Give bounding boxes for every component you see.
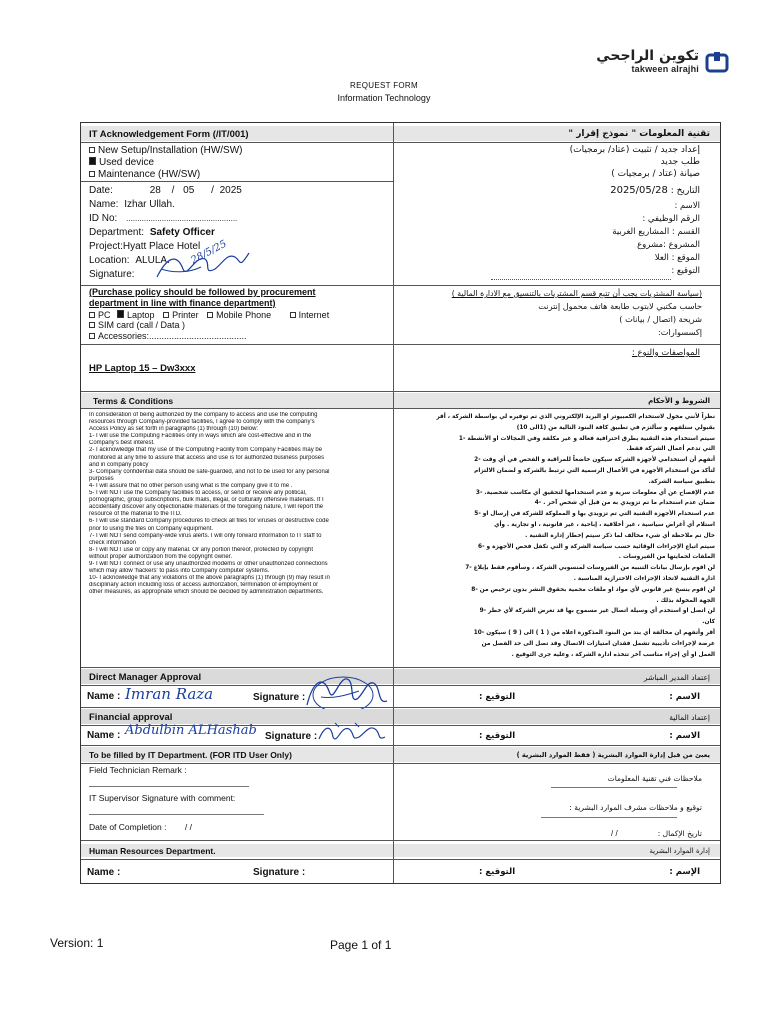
checkbox-checked-icon[interactable] [117,310,124,318]
terms-line-en: and in company policy [89,461,149,468]
date-month: 05 [183,185,195,196]
terms-line-ar: الملفات لحمايتها من الفيروسات . [618,554,715,561]
purchase-accessories [89,332,247,341]
specs-label-ar: المواصفات والنوع : [631,348,700,358]
id-label: ID No: [89,213,118,224]
checkbox-icon[interactable] [89,147,95,153]
checkbox-icon[interactable] [89,333,95,339]
checkbox-icon[interactable] [290,312,296,318]
option-used-device[interactable] [89,157,154,168]
terms-line-ar: عدم الإفصاح عن أي معلومات سرية و عدم استخدامها لتحقيق أي مكاسب شخصية. -3 [475,489,715,496]
terms-title-ar: الشروط و الأحكام [648,397,710,405]
terms-line-ar: حال تم ملاحظة أي شيء مخالف لما ذكر سيتم إخطار إدارة التقنية . [525,532,715,539]
terms-arabic-body [399,412,715,660]
location-ar: الموقع : العلا [654,253,700,263]
hr-name-label: Name : [87,867,121,878]
field-technician-remark-label: Field Technician Remark : [89,765,187,775]
terms-line-en: resources through Company-provided facilities, I agree to comply with the company's [89,419,315,426]
terms-line-ar: لن اتصل او استخدم أي وسيلة اتصال غير مسموح بها قد تعرض الشركة لأي خطر -9 [479,608,715,615]
it-supervisor-signature-label: IT Supervisor Signature with comment: [89,793,236,803]
terms-line-ar: كان. [702,619,715,626]
finance-signature-label-ar: التوقيع : [479,731,516,741]
signature-row [89,269,135,280]
terms-line-ar: عرضة لإجراءات تأديبية تشمل فقدان امتيازات الاتصال وقد تصل الى حد الفصل من [481,640,715,647]
id-row [89,213,237,224]
terms-line-en: 5- I will NOT use the Company facilities to access, or send or receive any political, [89,490,307,497]
row-line [81,667,720,668]
option-label: Used device [99,157,155,168]
terms-english-body [89,412,389,596]
hr-signature-label-ar: التوقيع : [479,867,516,877]
terms-line-ar: ادارة التقنية لاتخاذ الإجراءات الاحترازية المناسبة . [573,575,715,582]
name-label-ar: الاسم : [674,201,700,211]
terms-line-ar: بتطبيق سياسة الشركة. [648,478,715,485]
checkbox-icon[interactable] [89,312,95,318]
terms-line-en: prior to using the files on Company equipment. [89,525,214,532]
company-logo [595,50,737,76]
id-label-ar: الرقم الوظيفي : [642,214,700,224]
finance-name-label: Name : [87,730,121,741]
terms-line-en: 9- I will NOT connect or use any unauthorized modems or other unauthorized connections [89,560,328,567]
form-subtitle: Information Technology [337,93,431,103]
checkbox-icon[interactable] [207,312,213,318]
item-laptop: Laptop [127,310,155,320]
name-row [89,199,175,210]
supervisor-line [89,814,264,815]
terms-line-en: pornographic, group subscriptions, bulk mails, illegal, or culturally offensive materials. If I [89,497,324,504]
terms-line-ar: عدم استخدام الأجهزة التقنية التي تم تزويدي بها و المملوكة للشركة في إرسال او -5 [474,511,715,518]
terms-line-ar: سيتم استخدام هذه التقنية بطرق احترافية فعالة و غير مكلفة وفي المجالات او الأنشطة -1 [458,435,715,442]
date-row-ar [610,185,700,197]
terms-line-ar: بقبولي ستلفهم و سألتزم في تطبيق كافة البنود التالية من (1الى 10) [516,424,715,431]
logo-mark-icon [705,52,729,74]
row-line [81,408,720,409]
manager-signature-label-ar: التوقيع : [479,692,516,702]
footer-version: Version: 1 [50,936,104,950]
row-line [81,707,720,708]
date-of-completion-value-ar: / / [611,829,618,838]
finance-name-label-ar: الاسم : [669,731,700,741]
form-title: REQUEST FORM [350,81,418,90]
hr-title-ar: إدارة الموارد البشرية [649,847,710,855]
terms-line-en: purposes [89,475,114,482]
column-divider [393,123,394,883]
footer-page-number: Page 1 of 1 [330,938,392,952]
terms-line-en: 7- I will NOT send company-wide virus alerts. I will only forward information to IT staff to [89,532,322,539]
row-line [81,142,720,143]
date-row: Date: 28 / 05 / 2025 [89,185,242,196]
item-pc: PC [98,310,111,320]
manager-signature-label: Signature : [253,692,306,703]
terms-line-ar: لتأكد من استخدام الأجهزة في الأعمال الرسمية التي ترتبط بالشركة و لضمان الالتزام [474,467,715,474]
purchase-items-ar: حاسب مكتبي لابتوب طابعة هاتف محمول إنترنت [538,301,702,311]
department-ar: القسم : المشاريع الغربية [612,227,700,237]
manager-title-ar: إعتماد المدير المباشر [643,673,710,682]
itd-title-en: To be filled by IT Department. (FOR ITD User Only) [89,750,292,760]
terms-line-en: In consideration of being authorized by the company to access and use the computing [89,412,318,418]
terms-line-en: 4- I will assure that no other person using what is the company give it to me . [89,482,293,489]
row-line [81,840,720,841]
terms-line-en: check information [89,539,137,546]
date-of-completion [89,823,192,832]
specs-value: HP Laptop 15 – Dw3xxx [89,363,196,374]
location-label: Location: [89,255,130,266]
hr-signature-label: Signature : [253,867,306,878]
ack-title-en: IT Acknowledgement Form (/IT/001) [89,129,249,140]
row-line [81,285,720,286]
remark-line-ar [551,787,677,788]
item-sim: SIM card (call / Data ) [98,320,186,330]
terms-line-ar: الجهة المخولة بذلك . [656,597,715,604]
id-value: .................................................. [126,214,238,223]
terms-line-en: disciplinary action including loss of access authorization, termination of employment or [89,582,319,589]
terms-line-en: other measures, as appropriate which should be decided by administration departments. [89,589,324,596]
option-label: Maintenance (HW/SW) [98,169,201,180]
name-label: Name: [89,199,119,210]
terms-line-ar: أتفهم أن استخدامي لأجهزة الشركة سيكون خاضعاً للمراقبة و الفحص في أي وقت -2 [474,457,715,464]
finance-title-ar: إعتماد المالية [669,713,710,722]
date-of-completion-value: / / [184,822,192,832]
department-value: Safety Officer [149,227,215,238]
terms-line-en: accidentally discover any objectionable materials of the foregoing nature, I will report the [89,504,324,511]
manager-name-label-ar: الاسم : [669,692,700,702]
row-line [81,859,720,860]
date-of-completion-label: Date of Completion : [89,822,167,832]
manager-name-label: Name : [87,691,121,702]
terms-line-en: 2- I acknowledge that my use of the Computing Facility from Company Facilities may be [89,447,323,454]
finance-signature-label: Signature : [265,731,318,742]
supervisor-signature-label-ar: توقيع و ملاحظات مشرف الموارد البشرية : [569,803,702,812]
date-of-completion-ar [658,829,702,838]
purchase-policy-ar: (سياسة المشتريات يجب أن تتبع قسم المشتريات بالتنسيق مع الادارة المالية ) [451,289,702,298]
option-maintenance-ar: صيانة (عتاد / برمجيات ) [611,169,700,179]
date-label-ar: التاريخ : [670,186,700,196]
row-line [81,763,720,764]
item-accessories: Accessories:....................................... [98,331,247,341]
purchase-policy-line-2: department in line with finance department) [89,298,276,308]
terms-line-en: 1- I will use the Computing Facilities only in ways which are cost-effective and in the [89,433,312,440]
terms-line-ar: التي تدعم أعمال الشركة فقط. [626,446,715,453]
terms-line-ar: لن اقوم بإرسال بيانات التنبيه من الفيروسات لمنسوبي الشركة ، وسأقوم فقط بإبلاغ -7 [465,565,715,572]
terms-line-en: Access Policy as set forth in paragraphs (1) through (10) below: [89,426,259,433]
finance-signature-scribble [315,719,389,747]
terms-line-en: 10- I acknowledge that any violations of the above paragraphs (1) through (9) may result in [89,575,330,582]
hr-title-en: Human Resources Department. [89,846,216,856]
signature-label-ar: التوقيع : [671,266,700,276]
project-label: Project: [89,241,123,252]
hr-name-label-ar: الإسم : [669,867,700,877]
name-value: Izhar Ullah. [124,199,175,210]
checkbox-icon[interactable] [163,312,169,318]
location-value: ALULA. [135,255,170,266]
terms-line-en: 6- I will use standard Company procedures to check all files for viruses or destructive code [89,518,329,525]
option-new-setup[interactable] [89,145,243,156]
purchase-accessories-ar: إكسسوارات: [658,327,702,337]
terms-line-ar: نظراً لأنني مخول لاستخدام الكمبيوتر او البريد الإلكتروني الذي تم توفيره لي بواسطة الشركة ، أقر [436,414,715,420]
department-row [89,227,215,238]
row-line [81,181,393,182]
item-mobile-phone: Mobile Phone [216,310,272,320]
terms-line-en: 8- I will NOT use or copy any material. Or any portion thereof, protected by copyright [89,546,313,553]
finance-name-handwritten: Abdulbin ALHashab [125,723,257,738]
manager-title-en: Direct Manager Approval [89,672,202,683]
date-year: 2025 [219,185,242,196]
purchase-items [89,310,329,320]
item-printer: Printer [172,310,199,320]
date-of-completion-label-ar: تاريخ الإكمال : [657,829,702,838]
project-value: Hyatt Place Hotel [122,241,201,252]
purchase-policy-line-1: (Purchase policy should be followed by procurement [89,287,316,297]
terms-line-en: resource of the material to the ITD. [89,511,182,518]
row-line [81,344,720,345]
option-label: New Setup/Installation (HW/SW) [98,145,243,156]
terms-line-ar: استلام أي أغراض سياسية ، غير أخلاقية ، إباحية ، غير قانونية ، او تجارية . وأي [494,521,715,528]
checkbox-icon[interactable] [89,322,95,328]
terms-line-ar: سيتم اتباع الإجراءات الوقائية حسب سياسة الشركة و التي تكفل فحص الأجهزة و -6 [478,543,715,550]
terms-line-ar: ضمان عدم استخدام ما تم تزويدي به من قبل أي شخص آخر . -4 [534,500,715,507]
option-maintenance[interactable] [89,169,200,180]
option-new-request-ar: طلب جديد [660,157,700,167]
finance-title-en: Financial approval [89,712,173,723]
remark-line [89,786,249,787]
ack-title-ar: تقنية المعلومات " نموذج إقرار " [568,129,710,139]
terms-line-ar: أقر وأتفهم ان مخالفة أي بند من البنود المذكورة اعلاه من ( 1 ) الى ( 9 ) سيكون -10 [473,629,715,636]
checkbox-icon[interactable] [89,171,95,177]
field-technician-remark-label-ar: ملاحظات فني تقنية المعلومات [607,774,702,783]
date-value-ar: 2025/05/28 [610,185,668,196]
item-internet: Internet [298,310,330,320]
terms-line-en: without proper authorization from the copyright owner. [89,553,233,560]
date-label: Date: [89,185,113,196]
row-line [81,391,720,392]
department-label: Department: [89,227,145,238]
date-day: 28 [149,185,161,196]
row-line [81,745,720,746]
terms-line-ar: العمل او أي إجراء مناسب آخر تتخذه ادارة الشركة ، وعليه جرى التوقيع . [511,651,715,658]
logo-arabic-text: تكوين الراجحي [596,48,699,64]
purchase-sim-ar: شريحة (اتصال / بيانات ) [619,314,702,324]
option-new-setup-ar: إعداد جديد / تثبيت (عتاد/ برمجيات) [569,145,700,155]
itd-title-ar: يعبئ من قبل إدارة الموارد البشرية ( فقط الموارد البشرية ) [516,751,710,759]
terms-line-en: which may allow 'hackers' to pass into Company computer systems. [89,568,270,575]
terms-line-ar: لن اقوم بنسخ غير قانوني لأي مواد او ملفات محمية بحقوق النشر بدون ترخيص من -8 [471,586,715,593]
request-form-table [80,122,721,884]
purchase-sim [89,321,185,330]
project-ar: المشروع :مشروع [637,240,700,250]
terms-line-en: monitored at any time to assure that access and use is for authorized business purposes [89,454,325,461]
terms-title-en: Terms & Conditions [93,396,174,406]
signature-line-ar [491,279,671,280]
handwritten-date: 28/5/25 [189,238,229,267]
terms-line-en: Company's best interest. [89,440,155,447]
supervisor-line-ar [541,817,677,818]
manager-name-handwritten: Imran Raza [125,685,214,703]
terms-line-en: 3- Company confidential data should be safe-guarded, and not to be used for any personal [89,468,330,475]
logo-english-text: takween alrajhi [631,64,699,74]
checkbox-checked-icon[interactable] [89,157,96,165]
signature-label: Signature: [89,269,135,280]
